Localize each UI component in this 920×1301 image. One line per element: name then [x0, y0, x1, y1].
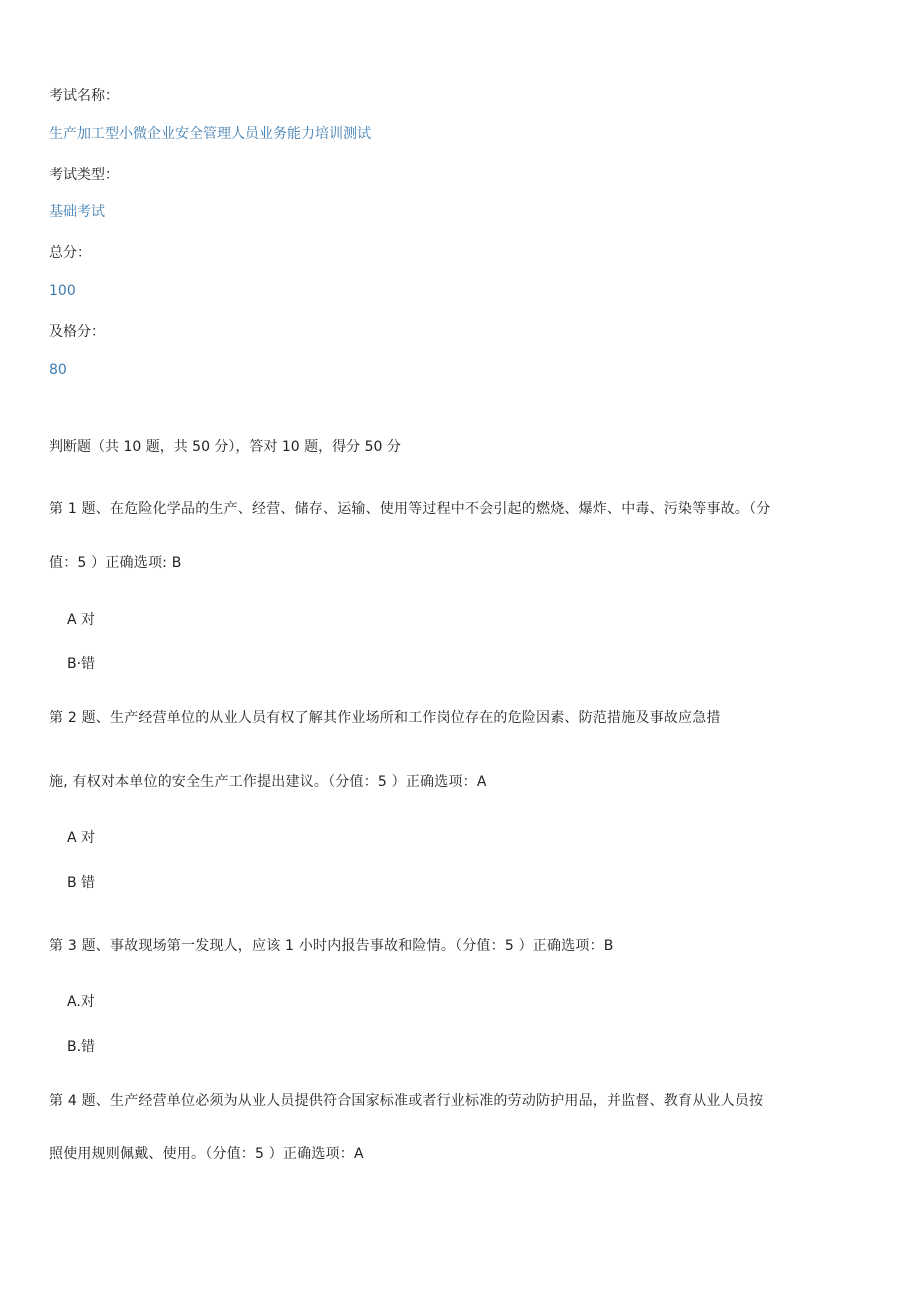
question-2-option-b: B 错 — [67, 875, 96, 891]
question-3-text-line-1: 第 3 题、事故现场第一发现人，应该 1 小时内报告事故和险情。（分值：5 ）正确选项：B — [49, 938, 614, 954]
total-score-label: 总分： — [49, 245, 91, 261]
exam-type-label: 考试类型： — [49, 167, 119, 183]
pass-score-value: 80 — [49, 362, 67, 378]
total-score-value: 100 — [49, 283, 76, 299]
question-1-option-a: A 对 — [67, 612, 96, 628]
exam-name-value: 生产加工型小微企业安全管理人员业务能力培训测试 — [49, 126, 371, 142]
exam-name-label: 考试名称： — [49, 88, 119, 104]
question-4-text-line-2: 照使用规则佩戴、使用。（分值：5 ）正确选项：A — [49, 1146, 364, 1162]
question-1-text-line-2: 值：5 ）正确选项: B — [49, 555, 182, 571]
question-3-option-a: A.对 — [67, 994, 95, 1010]
question-1-text-line-1: 第 1 题、在危险化学品的生产、经营、储存、运输、使用等过程中不会引起的燃烧、爆炸、中毒、污染等事故。（分 — [49, 501, 771, 517]
question-2-option-a: A 对 — [67, 830, 96, 846]
question-2-text-line-1: 第 2 题、生产经营单位的从业人员有权了解其作业场所和工作岗位存在的危险因素、防范措施及事故应急措 — [49, 710, 721, 726]
question-1-option-b: B·错 — [67, 656, 96, 672]
question-4-text-line-1: 第 4 题、生产经营单位必须为从业人员提供符合国家标准或者行业标准的劳动防护用品，并监督、教育从业人员按 — [49, 1093, 764, 1109]
question-2-text-line-2: 施, 有权对本单位的安全生产工作提出建议。（分值：5 ）正确选项：A — [49, 774, 487, 790]
exam-type-value: 基础考试 — [49, 204, 105, 220]
question-3-option-b: B.错 — [67, 1039, 96, 1055]
section-title: 判断题（共 10 题，共 50 分），答对 10 题，得分 50 分 — [49, 439, 401, 455]
pass-score-label: 及格分： — [49, 324, 105, 340]
